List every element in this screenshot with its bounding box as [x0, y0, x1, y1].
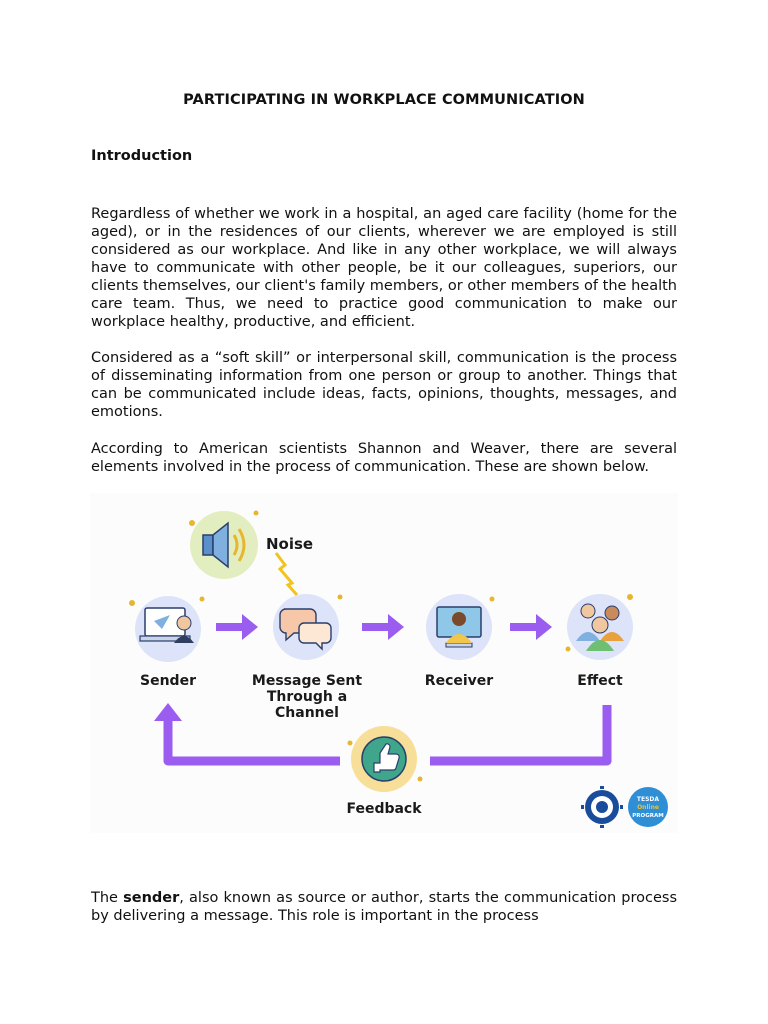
label-receiver: Receiver [424, 673, 494, 689]
monitor-receiver-icon [426, 594, 495, 660]
feedback-loop-right [430, 705, 607, 761]
diagram-canvas [90, 493, 678, 833]
paragraph-sender [91, 889, 677, 925]
tesda-online-program-logo [628, 787, 668, 827]
thumbs-up-icon [348, 726, 423, 792]
communication-process-diagram [90, 493, 678, 833]
label-sender: Sender [140, 673, 196, 689]
arrow-receiver-to-effect [510, 614, 552, 640]
speaker-icon [189, 511, 259, 580]
arrow-message-to-receiver [362, 614, 404, 640]
sender-term: sender [123, 890, 180, 906]
logo-text-2: Online [637, 804, 659, 811]
arrow-sender-to-message [216, 614, 258, 640]
label-effect: Effect [577, 673, 623, 689]
label-feedback: Feedback [346, 801, 422, 817]
logo-text-1: TESDA [636, 796, 660, 803]
label-message-line3: Channel [275, 705, 339, 721]
paragraph-workplace: Regardless of whether we work in a hospital, an aged care facility (home for the aged), or in the residences of our clients, wherever we are employed is still considered as our workplace. And like in any other workplace, we will always have to communicate with other people, be it our colleagues, superiors, our clients themselves, our client's family members, or other members of the health care team. Thus, we need to practice good communication to make our workplace healthy, productive, and efficient. [91, 206, 677, 330]
section-heading-introduction: Introduction [91, 148, 193, 164]
paragraph-shannon-weaver: According to American scientists Shannon and Weaver, there are several elements involved in the process of communication. These are shown below. [91, 441, 677, 475]
noise-lightning [276, 553, 297, 595]
people-group-icon [566, 594, 634, 660]
computer-sender-icon [129, 596, 205, 662]
sender-intro-text: The [91, 890, 124, 906]
sender-description: , also known as source or author, starts the communication process by delivering a message. This role is important in the process [91, 890, 678, 924]
feedback-loop-left [168, 719, 340, 761]
label-message-line1: Message Sent [251, 673, 363, 689]
paragraph-soft-skill: Considered as a “soft skill” or interpersonal skill, communication is the process of disseminating information from one person or group to another. Things that can be communicated include ideas, facts, opinions, thoughts, messages, and emotions. [91, 350, 677, 420]
feedback-arrowhead [154, 703, 182, 721]
label-noise: Noise [266, 535, 314, 553]
logo-text-3: PROGRAM [632, 813, 664, 819]
speech-bubbles-icon [273, 594, 343, 660]
gear-logo-icon [581, 786, 623, 828]
label-message-line2: Through a [266, 689, 348, 705]
page-title: PARTICIPATING IN WORKPLACE COMMUNICATION [183, 92, 585, 108]
